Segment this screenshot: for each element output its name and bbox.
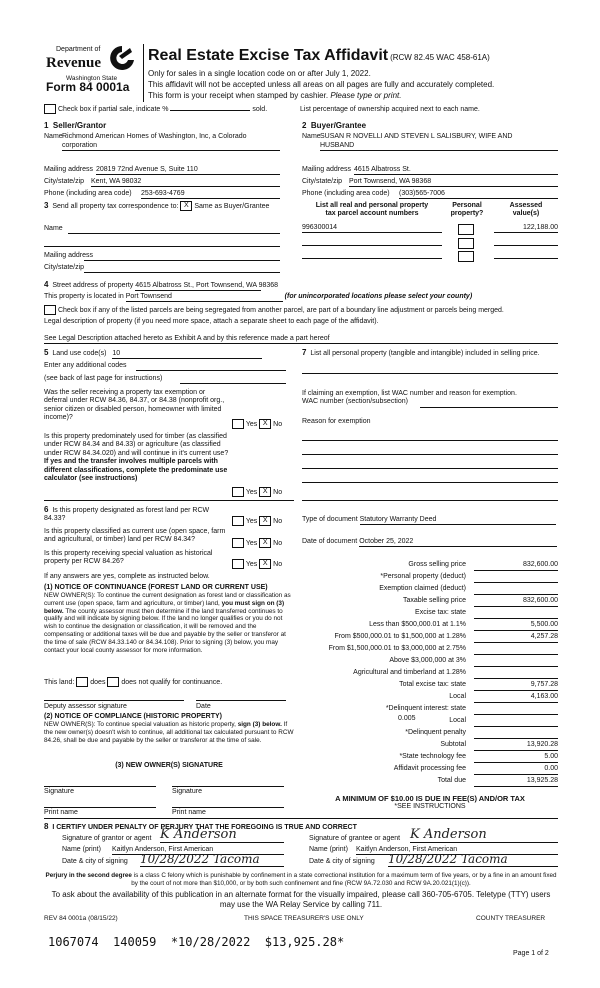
seller-title: Seller/Grantor <box>52 121 107 130</box>
partial-sale-suffix: sold. <box>252 105 268 113</box>
timber-question <box>44 433 230 483</box>
reason-field-3[interactable] <box>302 468 558 469</box>
land-does-not-label: does not qualify for continuance. <box>121 678 223 686</box>
doc-date-row <box>302 538 557 547</box>
current-use-no-label: No <box>273 539 283 547</box>
timber-question-text: Is this property predominately used for timber (as classified under RCW 84.34 and 84.33) or agriculture (as classified under RCW 84.34.020) and will continue in it's current use? <box>44 433 229 457</box>
deputy-label: Deputy assessor signature <box>44 703 127 710</box>
perjury-bold: Perjury in the second degree <box>45 872 132 879</box>
section3-mailing-label: Mailing address <box>44 252 94 259</box>
calc-row-label: *State technology fee <box>399 753 466 760</box>
property-street-row <box>44 280 279 291</box>
current-use-yes-no <box>232 538 282 548</box>
calc-row <box>302 704 558 716</box>
calc-row-value[interactable]: 5,500.00 <box>474 621 558 631</box>
personal-property-checkbox-1[interactable] <box>458 224 474 235</box>
partial-sale-percent-field[interactable] <box>170 110 250 111</box>
owner-signature-label-2: Signature <box>172 788 202 795</box>
rcw-ref: (RCW 82.45 WAC 458-61A) <box>390 53 490 62</box>
section3-name-label: Name <box>44 225 63 232</box>
land-use-label: Land use code(s) <box>52 350 107 357</box>
seller-phone-field[interactable]: 253-693-4769 <box>141 190 280 199</box>
calc-row <box>302 716 558 728</box>
grantee-sig-label: Signature of grantee or agent <box>309 835 401 842</box>
personal-property-checkbox-3[interactable] <box>458 251 474 262</box>
calc-row-label: *Delinquent interest: state <box>385 705 466 712</box>
section3-label: Send all property tax correspondence to: <box>52 203 179 210</box>
wac-field[interactable] <box>420 407 558 408</box>
reason-field-4[interactable] <box>302 482 558 483</box>
section3-city-label: City/state/zip <box>44 264 85 271</box>
calc-row <box>302 728 558 740</box>
section8-num: 8 <box>44 822 49 831</box>
notice1-bold: you must sign on (3) below. <box>44 599 285 615</box>
additional-codes-label: Enter any additional codes <box>44 362 127 369</box>
owner-print-label-1: Print name <box>44 809 78 816</box>
historic-no-checkbox[interactable]: X <box>259 559 271 569</box>
parcel-number-field[interactable]: 996300014 <box>302 224 442 233</box>
calc-row-value[interactable] <box>474 645 558 655</box>
reason-field-1[interactable] <box>302 440 558 441</box>
section5-num: 5 <box>44 348 49 357</box>
exemption-yes-label: Yes <box>245 420 258 428</box>
timber-question-bold: If yes and the transfer involves multiple parcels with different classifications, complete the predominate use calculator (see instructions) <box>44 458 228 482</box>
calc-row-value[interactable] <box>474 657 558 667</box>
exemption-question: Was the seller receiving a property tax exemption or deferral under RCW 84.36, 84.37, or 84.38 (nonprofit org., senior citizen or disabled person, homeowner with limited income)? <box>44 389 225 422</box>
buyer-num: 2 <box>302 121 307 130</box>
buyer-phone-field[interactable]: (303)565-7006 <box>399 190 558 199</box>
treasurer-stamp: 1067074 140059 *10/28/2022 $13,925.28* <box>48 935 345 949</box>
forest-yes-label: Yes <box>245 517 258 525</box>
current-use-yes-checkbox[interactable] <box>232 538 244 548</box>
personal-col-line1: Personal <box>452 202 482 209</box>
land-use-field[interactable]: 10 <box>112 350 262 359</box>
calc-row <box>302 584 558 596</box>
buyer-heading <box>302 121 366 131</box>
doc-date-field[interactable]: October 25, 2022 <box>359 538 557 547</box>
seller-heading <box>44 121 106 131</box>
grantee-name-field[interactable]: Kaitlyn Anderson, First American <box>356 846 558 855</box>
calc-row-label: From $500,000.01 to $1,500,000 at 1.28% <box>334 633 466 640</box>
doc-type-label: Type of document <box>302 516 358 523</box>
owner-print-field-2[interactable] <box>172 807 284 808</box>
exemption-yes-no <box>232 419 282 429</box>
calc-row <box>302 656 558 668</box>
calc-row-value[interactable]: 9,757.28 <box>474 681 558 691</box>
calc-row <box>302 752 558 764</box>
calc-row <box>302 764 558 776</box>
calc-row <box>302 740 558 752</box>
calc-row-value[interactable] <box>474 669 558 679</box>
section3-row <box>44 201 269 211</box>
seller-city-field[interactable]: Kent, WA 98032 <box>91 178 280 187</box>
partial-sale-checkbox[interactable] <box>44 104 56 114</box>
notice1-title: (1) NOTICE OF CONTINUANCE (FOREST LAND OR CURRENT USE) <box>44 584 268 591</box>
seller-mailing-label: Mailing address <box>44 166 94 173</box>
notice1-text-b: The county assessor must then determine if the land transferred continues to qualify and will indicate by signing below. If the land no longer qualifies or you do not wish to continue the designation or classification, it will be removed and the compensating or additional taxes will be due and payable by the seller or transferor at the time of sale (RCW 84.33.140 or 84.34.108). Prior to signing (3) below, you may contact your local county assessor for more information. <box>44 607 286 654</box>
buyer-phone-label: Phone (including area code) <box>302 190 390 197</box>
calc-row-value[interactable]: 5.00 <box>474 753 558 763</box>
located-row <box>44 293 472 302</box>
current-use-yes-label: Yes <box>245 539 258 547</box>
deputy-signature-field[interactable] <box>44 700 184 701</box>
owner-signature-label-1: Signature <box>44 788 74 795</box>
calc-row <box>302 620 558 632</box>
form-number: Form 84 0001a <box>46 80 130 94</box>
calc-row-value[interactable] <box>474 573 558 583</box>
seller-mailing-field[interactable]: 20819 72nd Avenue S, Suite 110 <box>96 166 280 175</box>
calc-row-label: *Personal property (deduct) <box>380 573 466 580</box>
historic-no-label: No <box>273 560 283 568</box>
calc-row-label: Subtotal <box>440 741 466 748</box>
timber-yes-label: Yes <box>245 488 258 496</box>
calc-row <box>302 680 558 692</box>
notice2-title: (2) NOTICE OF COMPLIANCE (HISTORIC PROPERTY) <box>44 713 222 720</box>
assessed-value-field[interactable]: 122,188.00 <box>494 224 558 233</box>
this-land-row <box>44 677 222 687</box>
this-land-label: This land: <box>44 678 75 686</box>
doc-type-field[interactable]: Statutory Warranty Deed <box>360 516 556 525</box>
header-divider <box>143 44 144 102</box>
page-number: Page 1 of 2 <box>513 950 549 957</box>
calc-row-value[interactable] <box>474 585 558 595</box>
calc-row-value[interactable]: 832,600.00 <box>474 561 558 571</box>
forest-question <box>44 505 230 524</box>
owner-signature-field-2[interactable] <box>172 786 284 787</box>
located-field[interactable]: Port Townsend <box>126 293 283 302</box>
wac-label: WAC number (section/subsection) <box>302 398 408 406</box>
buyer-mailing-field[interactable]: 4615 Albatross St. <box>354 166 558 175</box>
section3-name-field-2[interactable] <box>44 246 280 247</box>
parcel-number-field-2[interactable] <box>302 245 442 246</box>
historic-yes-no <box>232 559 282 569</box>
calc-row-label: *Delinquent penalty <box>405 729 466 736</box>
legal-description-label: Legal description of property (if you need more space, attach a separate sheet to each page of the affidavit). <box>44 318 379 325</box>
section5-divider <box>44 500 294 501</box>
parcel-number-field-3[interactable] <box>302 258 442 259</box>
buyer-city-field[interactable]: Port Townsend, WA 98368 <box>349 178 558 187</box>
historic-yes-checkbox[interactable] <box>232 559 244 569</box>
if-any-note: If any answers are yes, complete as instructed below. <box>44 573 210 580</box>
parcel-col-line1: List all real and personal property <box>315 202 429 209</box>
subtitle-3-text: This form is your receipt when stamped by cashier. <box>148 91 329 100</box>
segregated-label: Check box if any of the listed parcels are being segregated from another parcel, are part of a boundary line adjustment or parcels being merged. <box>57 306 504 314</box>
see-instructions-note: *SEE INSTRUCTIONS <box>394 803 466 810</box>
personal-col-header <box>444 202 490 219</box>
subtitle-3-italic: Please type or print. <box>330 91 402 100</box>
exemption-yes-checkbox[interactable] <box>232 419 244 429</box>
exemption-instruction <box>302 390 558 407</box>
partial-sale-label: Check box if partial sale, indicate % <box>57 105 169 113</box>
calc-row <box>302 560 558 572</box>
historic-question: Is this property receiving special valuation as historical property per RCW 84.26? <box>44 550 213 566</box>
notice2-bold: sign (3) below. <box>237 721 282 728</box>
calc-row-label: Agricultural and timberland at 1.28% <box>353 669 466 676</box>
buyer-title: Buyer/Grantee <box>310 121 367 130</box>
logo-line2: Revenue <box>46 55 101 71</box>
street-field[interactable]: 4615 Albatross St., Port Townsend, WA 98368 <box>135 282 261 291</box>
calc-row <box>302 776 558 788</box>
calc-row-label: From $1,500,000.01 to $3,000,000 at 2.75% <box>328 645 466 652</box>
personal-property-checkbox-2[interactable] <box>458 238 474 249</box>
land-does-label: does <box>90 678 106 686</box>
local-rate: 0.005 <box>398 715 416 722</box>
calc-row-label: Gross selling price <box>408 561 466 568</box>
timber-no-label: No <box>273 488 283 496</box>
located-label: This property is located in <box>44 293 124 300</box>
calc-row-value[interactable] <box>474 705 558 715</box>
timber-yes-no <box>232 487 282 497</box>
historic-yes-label: Yes <box>245 560 258 568</box>
calc-row-value[interactable]: 4,163.00 <box>474 693 558 703</box>
personal-property-list <box>302 348 558 358</box>
section3-city-field[interactable] <box>84 272 280 273</box>
minimum-due-note: A MINIMUM OF $10.00 IS DUE IN FEE(S) AND/OR TAX <box>335 794 525 803</box>
assessed-value-field-3[interactable] <box>494 258 558 259</box>
owner-print-label-2: Print name <box>172 809 206 816</box>
calc-row-value[interactable]: 13,920.28 <box>474 741 558 751</box>
section4-num: 4 <box>44 280 49 289</box>
calc-row <box>302 632 558 644</box>
notice1-text-a: NEW OWNER(S): To continue the current designation as forest land or classification as current use (open space, farm and agriculture, or timber) land, <box>44 592 291 607</box>
calc-row-value[interactable]: 832,600.00 <box>474 597 558 607</box>
calc-row-label: Local <box>449 693 466 700</box>
subtitle-1: Only for sales in a single location code on or after July 1, 2022. <box>148 69 371 78</box>
see-back-field[interactable] <box>180 383 286 384</box>
rev-number: REV 84 0001a (08/15/22) <box>44 915 118 922</box>
see-back-note: (see back of last page for instructions) <box>44 375 163 382</box>
calc-row-value[interactable]: 0.00 <box>474 765 558 775</box>
forest-no-checkbox[interactable]: X <box>259 516 271 526</box>
deputy-date-label: Date <box>196 703 211 710</box>
grantor-name-label: Name (print) <box>62 846 101 853</box>
legal-description-field[interactable]: See Legal Description attached hereto as Exhibit A and by this reference made a part hereof <box>44 335 306 344</box>
title-row <box>148 46 490 65</box>
current-use-no-checkbox[interactable]: X <box>259 538 271 548</box>
section3-name-field[interactable] <box>68 233 280 234</box>
notice2-text <box>44 721 294 744</box>
perjury-note <box>44 872 558 887</box>
grantee-signature[interactable]: K Anderson <box>410 828 558 843</box>
parcel-col-line2: tax parcel account numbers <box>325 210 419 218</box>
calc-row <box>302 644 558 656</box>
calc-row-label: Less than $500,000.01 at 1.1% <box>369 621 466 628</box>
land-use-row <box>44 348 262 359</box>
buyer-name-line2[interactable]: HUSBAND <box>320 142 558 151</box>
treasurer-only: THIS SPACE TREASURER'S USE ONLY <box>244 915 364 922</box>
owner-signature-field-1[interactable] <box>44 786 156 787</box>
grantor-date-field[interactable]: 10/28/2022 Tacoma <box>140 853 284 867</box>
certify-text: I CERTIFY UNDER PENALTY OF PERJURY THAT THE FOREGOING IS TRUE AND CORRECT <box>52 824 357 831</box>
assessed-col-line1: Assessed <box>509 202 543 209</box>
buyer-name-label: Name <box>302 133 321 140</box>
section3-num: 3 <box>44 201 49 210</box>
forest-no-label: No <box>273 517 283 525</box>
segregated-checkbox[interactable] <box>44 305 56 315</box>
grantor-sig-label: Signature of grantor or agent <box>62 835 152 842</box>
perjury-text: is a class C felony which is punishable by confinement in a state correctional institution for a maximum term of five years, or by a fine in an amount fixed by the court of not more than $10,000, or by both such confinement and fine (RCW 9A.72.030 and RCW 9A.20.021(1)(c)). <box>131 872 557 887</box>
calc-row-value[interactable] <box>474 717 558 727</box>
same-as-buyer-label: Same as Buyer/Grantee <box>194 203 270 210</box>
grantor-signature[interactable]: K Anderson <box>160 828 284 843</box>
land-does-checkbox[interactable] <box>76 677 88 687</box>
doc-type-row <box>302 516 556 525</box>
additional-codes-field[interactable] <box>136 370 286 371</box>
partial-sale-row <box>44 104 267 114</box>
calc-row-label: Local <box>449 717 466 724</box>
calc-row-value[interactable] <box>474 609 558 619</box>
forest-yes-no <box>232 516 282 526</box>
calc-row-label: Total due <box>437 777 466 784</box>
subtitle-2: This affidavit will not be accepted unless all areas on all pages are fully and accurately completed. <box>148 80 495 89</box>
notice2-text-a: NEW OWNER(S): To continue special valuation as historic property, <box>44 721 236 728</box>
street-label: Street address of property <box>52 282 134 289</box>
logo-line1: Department of <box>56 46 101 53</box>
assessed-col-header <box>494 202 558 219</box>
located-note: (for unincorporated locations please select your county) <box>284 293 473 300</box>
calc-row-label: Total excise tax: state <box>399 681 466 688</box>
calc-row <box>302 692 558 704</box>
calc-row-label: Excise tax: state <box>415 609 466 616</box>
page-title: Real Estate Excise Tax Affidavit <box>148 47 389 64</box>
personal-property-field-1[interactable] <box>302 373 558 374</box>
notice1-text <box>44 592 294 655</box>
seller-city-label: City/state/zip <box>44 178 85 185</box>
grantee-date-label: Date & city of signing <box>309 858 375 865</box>
seller-name-label: Name <box>44 133 63 140</box>
reason-label: Reason for exemption <box>302 418 371 425</box>
calc-row <box>302 608 558 620</box>
county-treasurer: COUNTY TREASURER <box>476 915 546 922</box>
grantor-name-field[interactable]: Kaitlyn Anderson, First American <box>112 846 284 855</box>
section3-mailing-field[interactable] <box>84 260 280 261</box>
logo-line3: Washington State <box>66 75 118 82</box>
doc-date-label: Date of document <box>302 538 358 545</box>
calc-row-label: Exemption claimed (deduct) <box>379 585 466 592</box>
grantee-date-field[interactable]: 10/28/2022 Tacoma <box>388 853 558 867</box>
land-does-not-checkbox[interactable] <box>107 677 119 687</box>
deputy-date-field[interactable] <box>196 700 286 701</box>
assessed-col-line2: value(s) <box>512 210 540 218</box>
seller-name-line2[interactable]: corporation <box>62 142 280 151</box>
notice2-text-b: If the new owner(s) doesn't wish to continue, all additional tax calculated pursuant to RCW 84.26, shall be due and payable by the seller or transferor at the time of sale. <box>44 721 294 744</box>
grantor-date-label: Date & city of signing <box>62 858 128 865</box>
section7-num: 7 <box>302 348 307 357</box>
calc-row <box>302 596 558 608</box>
calc-row-label: Above $3,000,000 at 3% <box>389 657 466 664</box>
reason-field-2[interactable] <box>302 454 558 455</box>
section6-num: 6 <box>44 505 49 514</box>
current-use-question: Is this property classified as current use (open space, farm and agricultural, or timber) land per RCW 84.34? <box>44 528 226 544</box>
calc-row-label: Affidavit processing fee <box>393 765 466 772</box>
calc-row-value[interactable] <box>474 729 558 739</box>
dor-emblem-icon <box>108 44 136 74</box>
seller-phone-label: Phone (including area code) <box>44 190 132 197</box>
list-percentage-note: List percentage of ownership acquired next to each name. <box>300 106 480 113</box>
timber-no-checkbox[interactable]: X <box>259 487 271 497</box>
seller-num: 1 <box>44 121 49 130</box>
calc-row <box>302 668 558 680</box>
personal-col-line2: property? <box>450 210 484 218</box>
seller-name-line1[interactable]: Richmond American Homes of Washington, Inc, a Colorado <box>62 133 247 140</box>
notice3-title: (3) NEW OWNER(S) SIGNATURE <box>115 762 223 769</box>
forest-yes-checkbox[interactable] <box>232 516 244 526</box>
parcel-col-header <box>302 202 442 219</box>
timber-yes-checkbox[interactable] <box>232 487 244 497</box>
exemption-no-checkbox[interactable]: X <box>259 419 271 429</box>
subtitle-3 <box>148 91 401 101</box>
calc-row <box>302 572 558 584</box>
section7-text: List all personal property (tangible and intangible) included in selling price. <box>310 350 540 357</box>
buyer-name-line1[interactable]: SUSAN R NOVELLI AND STEVEN L SALISBURY, WIFE AND <box>320 133 513 140</box>
section4-divider <box>44 343 558 344</box>
calc-row-value[interactable]: 13,925.28 <box>474 777 558 787</box>
exemption-no-label: No <box>273 420 283 428</box>
exemption-instruction-text: If claiming an exemption, list WAC number and reason for exemption. <box>302 390 517 397</box>
calc-row-label: Taxable selling price <box>402 597 466 604</box>
calc-row-value[interactable]: 4,257.28 <box>474 633 558 643</box>
buyer-mailing-label: Mailing address <box>302 166 352 173</box>
same-as-buyer-checkbox[interactable]: X <box>180 201 192 211</box>
grantee-name-label: Name (print) <box>309 846 348 853</box>
forest-question-text: Is this property designated as forest land per RCW 84.33? <box>44 507 210 523</box>
segregated-row <box>44 305 504 315</box>
section8-divider <box>44 818 558 819</box>
assessed-value-field-2[interactable] <box>494 245 558 246</box>
section7-divider <box>302 500 558 501</box>
buyer-city-label: City/state/zip <box>302 178 343 185</box>
owner-print-field-1[interactable] <box>44 807 156 808</box>
alt-format-note: To ask about the availability of this publication in an alternate format for the visually impaired, please call 360-705-6705. Teletype (TTY) users may use the WA Relay Service by calling 711. <box>51 890 551 909</box>
